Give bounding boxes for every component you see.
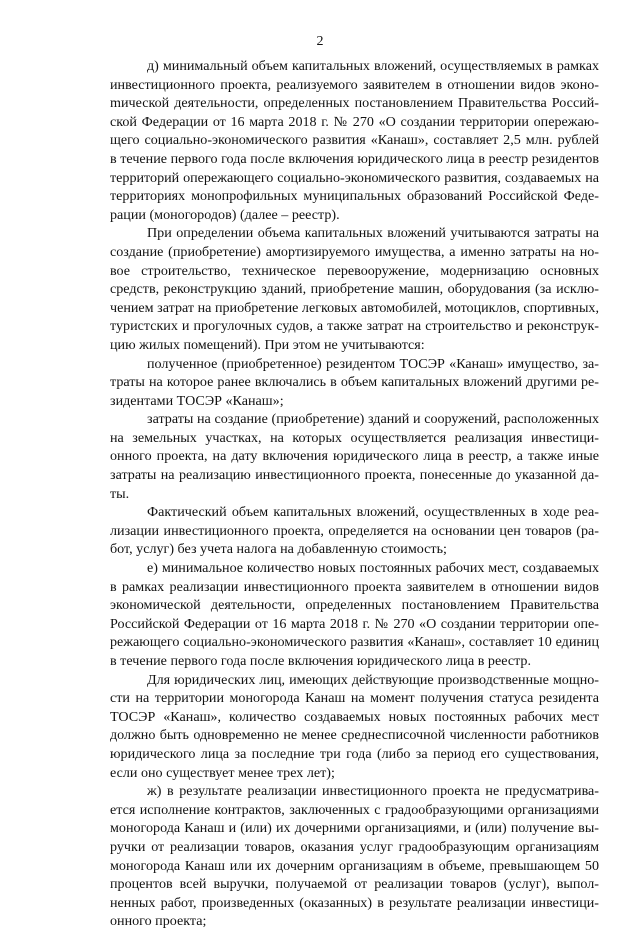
paragraph-d-min-capital-investment: д) минимальный объем капитальных вложений, осуществляемых в рамках инвестиционного проекта, реализуемого заявителем в отношении видов эконоmической деятельности, определенных постановлением Правительства Российской Федерации от 16 марта 2018 г. № 270 «О создании территории опережающего социально-экономического развития «Канаш», составляет 2,5 млн. рублей в течение первого года после включения юридического лица в реестр резидентов территорий опережающего социально-экономического развития, создаваемых на территориях монопрофильных муниципальных образований Российской Федерации (моногородов) (далее – реестр). [110,58,599,223]
document-body [110,57,599,931]
paragraph-existing-capacity-jobs: Для юридических лиц, имеющих действующие производственные мощности на территории моногорода Канаш на момент получения статуса резидента ТОСЭР «Канаш», количество создаваемых новых постоянных рабочих мест должно быть одновременно не менее среднесписочной численности работников юридического лица за последние три года (либо за период его существования, если оно существует менее трех лет); [110,671,599,781]
paragraph-capital-costs-definition: При определении объема капитальных вложений учитываются затраты на создание (приобретение) амортизируемого имущества, а именно затраты на новое строительство, техническое перевооружение, модернизацию основных средств, реконструкцию зданий, приобретение машин, оборудования (за исключением затрат на приобретение легковых автомобилей, мотоциклов, спортивных, туристских и прогулочных судов, а также затрат на строительство и реконструкцию жилых помещений). При этом не учитываются: [110,225,599,353]
page-number: 2 [316,34,324,49]
paragraph-excluded-buildings: затраты на создание (приобретение) зданий и сооружений, расположенных на земельных участках, на которых осуществляется реализация инвестиционного проекта, на дату включения юридического лица в реестр, а также иные затраты на реализацию инвестиционного проекта, понесенные до указанной даты. [110,411,599,502]
paragraph-excluded-property: полученное (приобретенное) резидентом ТОСЭР «Канаш» имущество, затраты на которое ранее включались в объем капитальных вложений другими резидентами ТОСЭР «Канаш»; [110,355,599,409]
paragraph-zh-contracts-restriction: ж) в результате реализации инвестиционного проекта не предусматривается исполнение контрактов, заключенных с градообразующими организациями моногорода Канаш и (или) их дочерними организациями, и (или) получение выручки от реализации товаров, оказания услуг градообразующим организациям моногорода Канаш или их дочерним организациям в объеме, превышающем 50 процентов всей выручки, получаемой от реализации товаров (услуг), выполненных работ, произведенных (оказанных) в результате реализации инвестиционного проекта; [110,783,599,930]
paragraph-e-min-jobs: е) минимальное количество новых постоянных рабочих мест, создаваемых в рамках реализации инвестиционного проекта заявителем в отношении видов экономической деятельности, определенных постановлением Правительства Российской Федерации от 16 марта 2018 г. № 270 «О создании территории опережающего социально-экономического развития «Канаш», составляет 10 единиц в течение первого года после включения юридического лица в реестр. [110,560,599,669]
paragraph-actual-investment: Фактический объем капитальных вложений, осуществленных в ходе реализации инвестиционного проекта, определяется на основании цен товаров (работ, услуг) без учета налога на добавленную стоимость; [110,504,599,558]
